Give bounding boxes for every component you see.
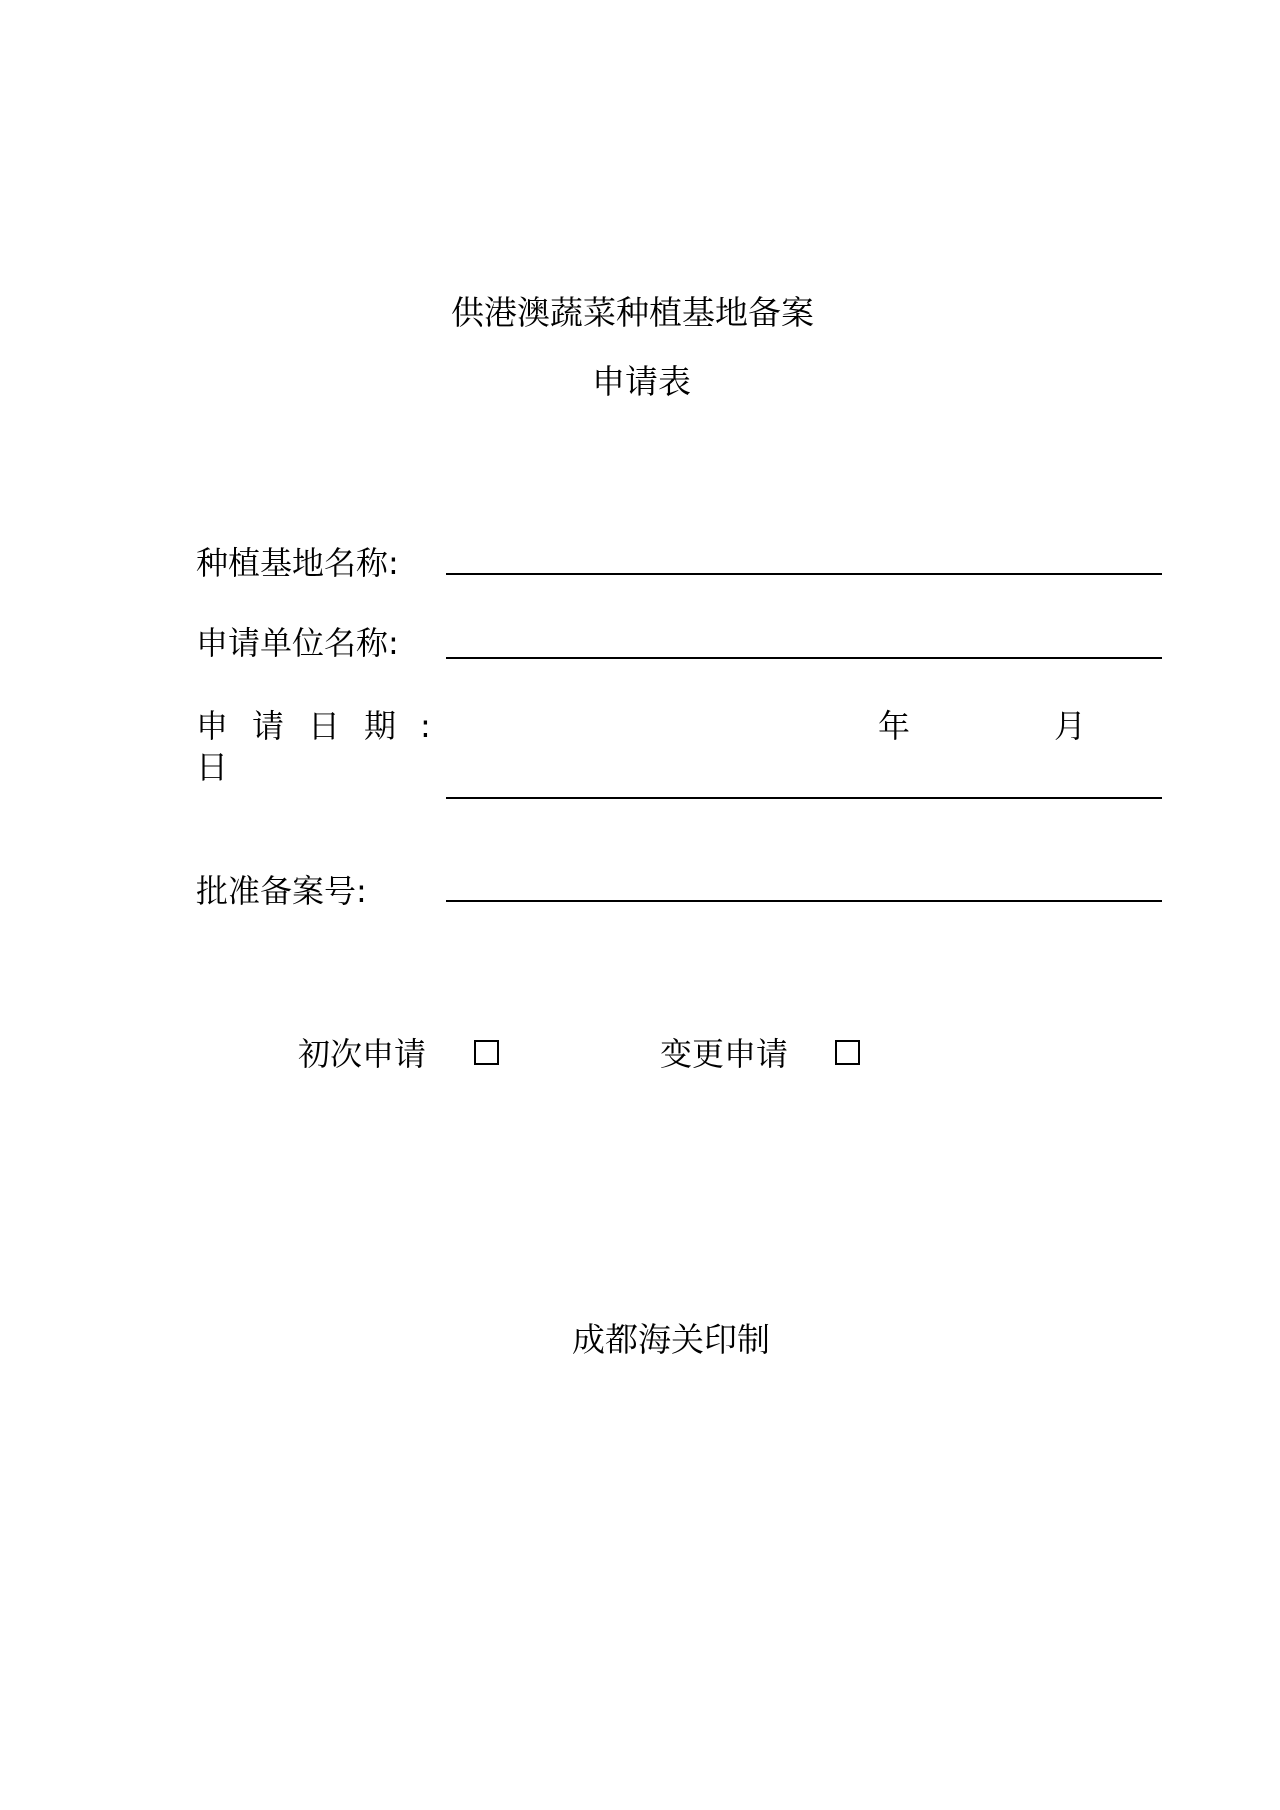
initial-application-checkbox[interactable] (474, 1040, 499, 1065)
document-subtitle: 申请表 (592, 362, 691, 401)
date-field[interactable] (446, 797, 1162, 799)
document-title: 供港澳蔬菜种植基地备案 (451, 293, 814, 332)
date-month-label: 月 (1054, 707, 1087, 745)
change-application-label: 变更申请 (660, 1035, 789, 1073)
date-label: 申请日期: (196, 707, 455, 745)
issuer-footer: 成都海关印制 (572, 1320, 770, 1359)
initial-application-label: 初次申请 (298, 1035, 427, 1073)
unit-name-field[interactable] (446, 657, 1162, 659)
approval-number-label: 批准备案号: (196, 872, 367, 910)
change-application-checkbox[interactable] (835, 1040, 860, 1065)
approval-number-field[interactable] (446, 900, 1162, 902)
date-year-label: 年 (878, 707, 911, 745)
unit-name-label: 申请单位名称: (196, 624, 399, 662)
date-day-label: 日 (196, 748, 229, 786)
base-name-field[interactable] (446, 573, 1162, 575)
base-name-label: 种植基地名称: (196, 544, 399, 582)
